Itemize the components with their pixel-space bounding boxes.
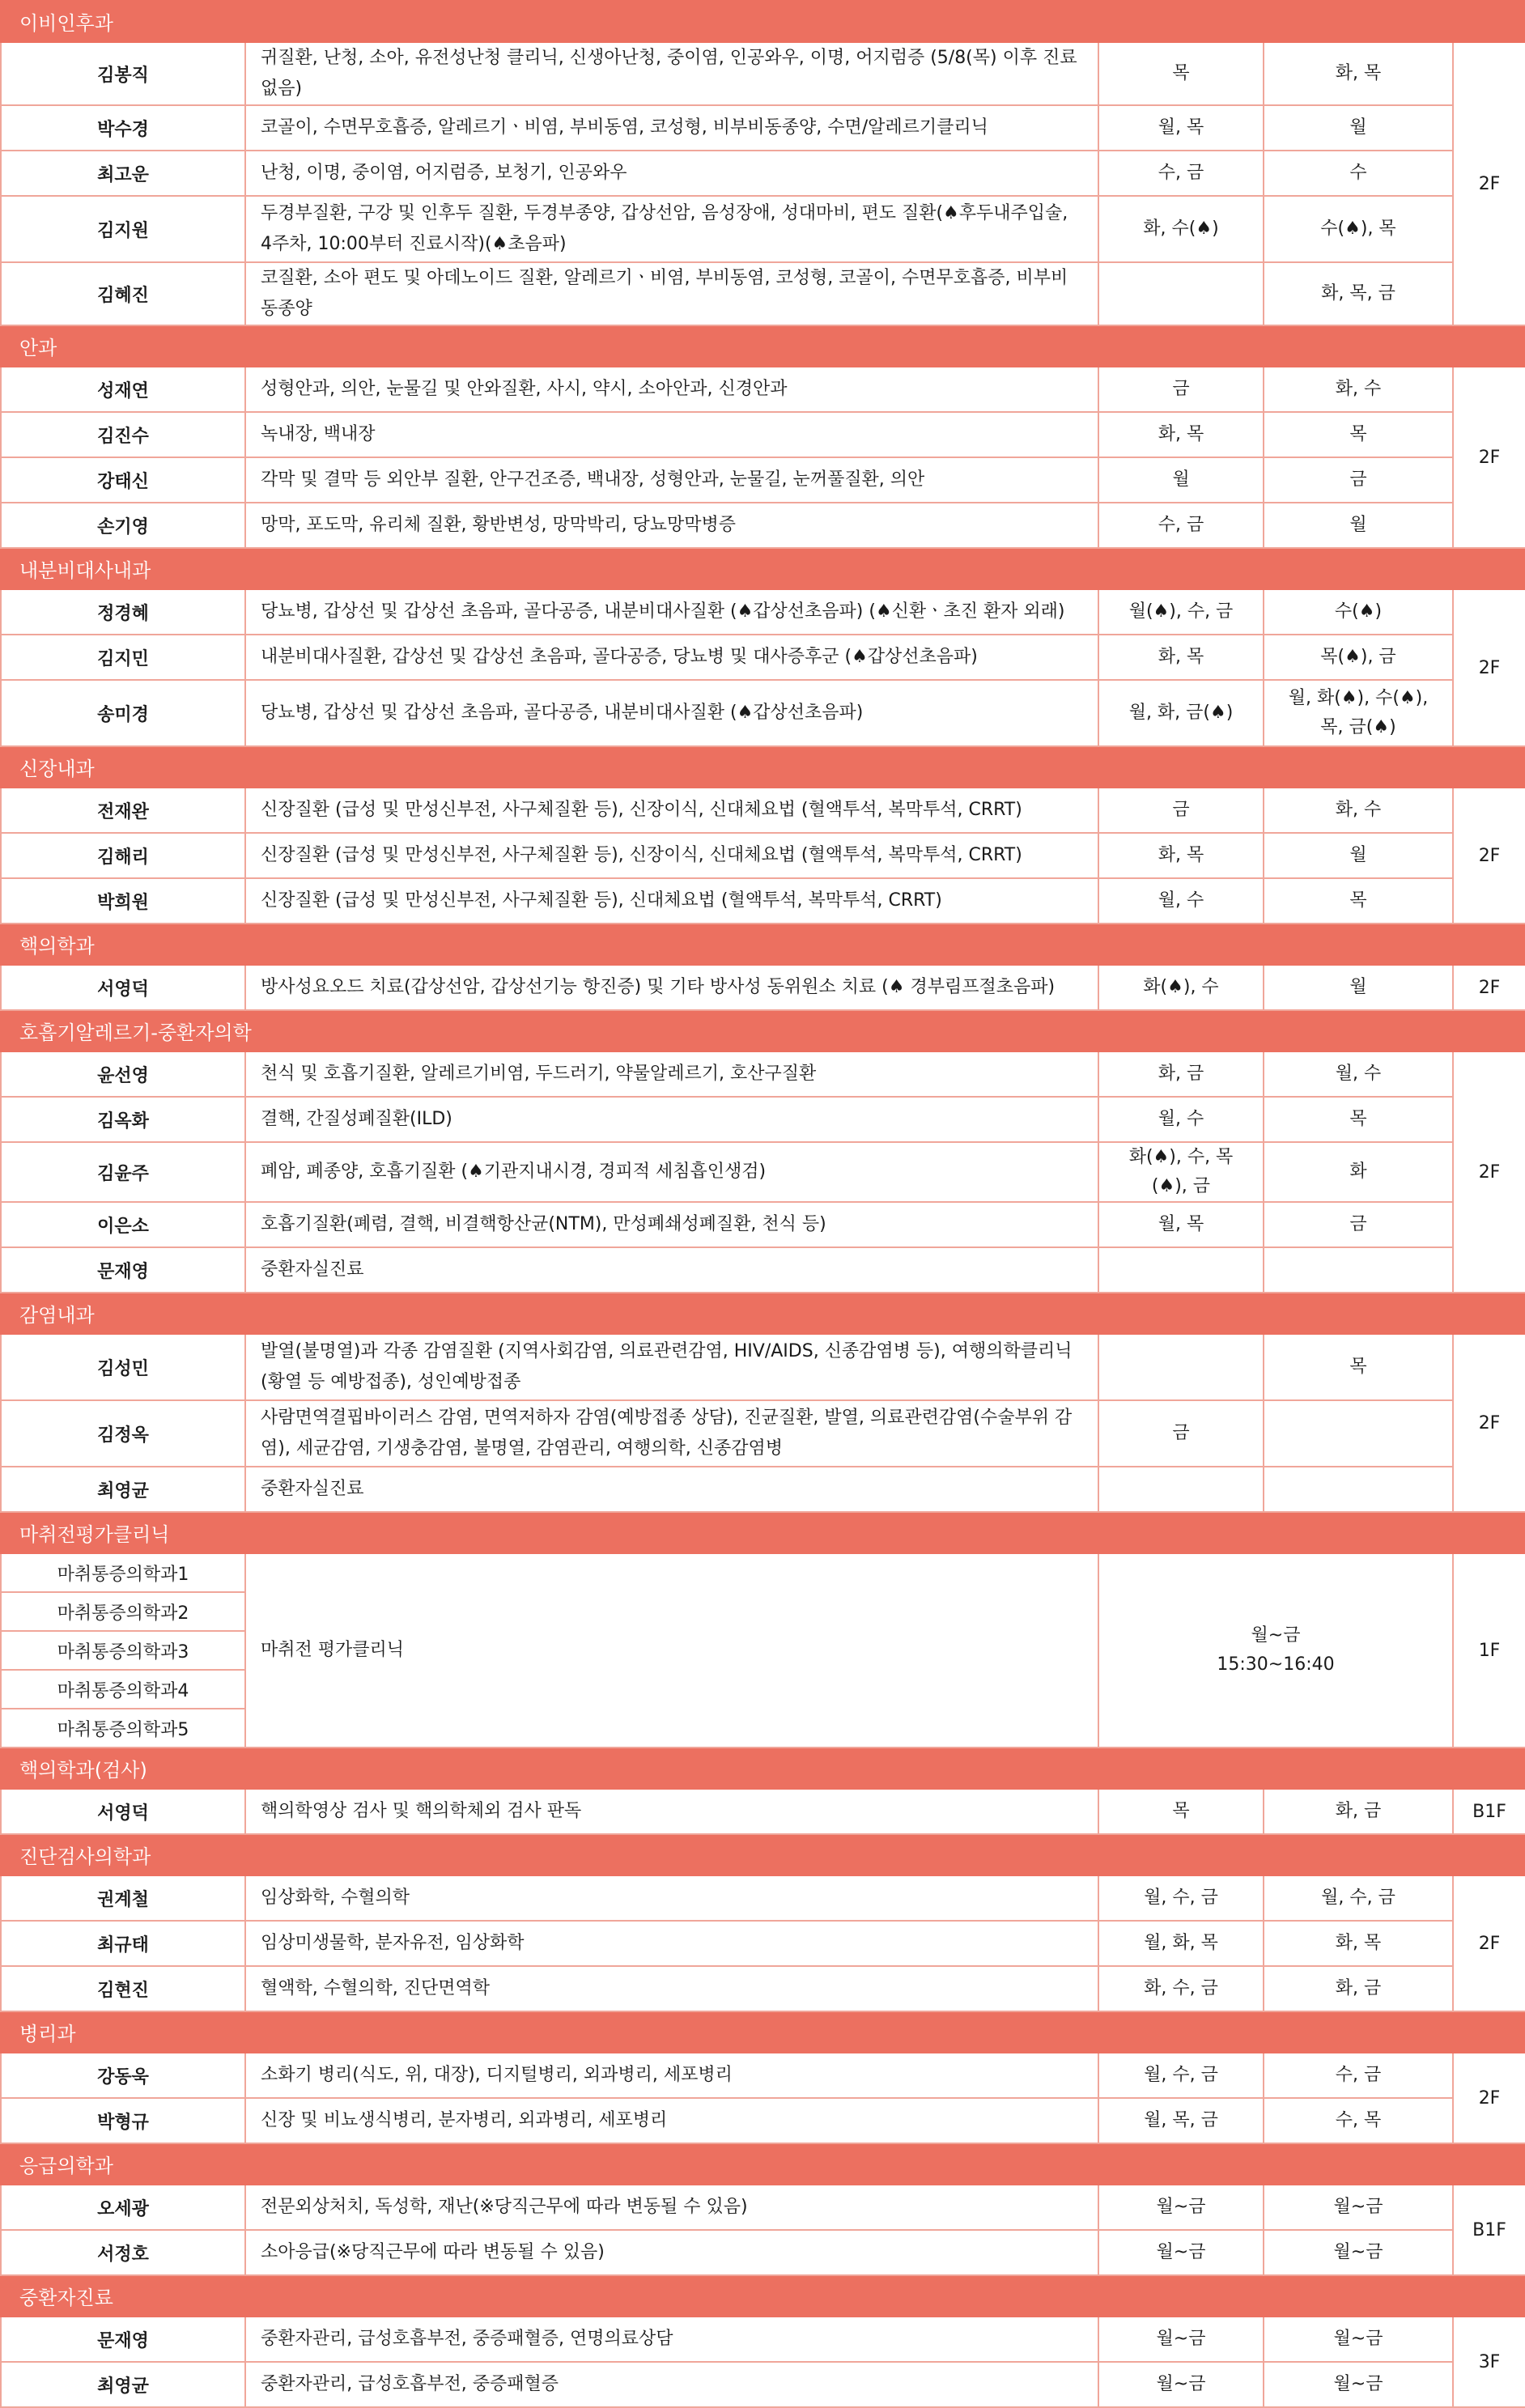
doctor-name: 박희원 [1,878,245,924]
specialty-cell: 중환자관리, 급성호흡부전, 중증패혈증, 연명의료상담 [245,2317,1098,2362]
specialty-cell: 중환자실진료 [245,1467,1098,1512]
floor-cell: 2F [1453,1051,1525,1293]
specialty-cell: 신장질환 (급성 및 만성신부전, 사구체질환 등), 신대체요법 (혈액투석, 복막투석, CRRT) [245,878,1098,924]
specialty-cell: 코골이, 수면무호흡증, 알레르기ㆍ비염, 부비동염, 코성형, 비부비동종양, 수면/알레르기클리닉 [245,105,1098,151]
doctor-row [1,1789,1525,1834]
doctor-row [1,367,1525,412]
pm-clinic-days: 월~금 [1264,2362,1453,2407]
doctor-name: 정경혜 [1,589,245,635]
department-title: 내분비대사내과 [1,548,1525,589]
floor-cell: 3F [1453,2317,1525,2407]
doctor-row [1,262,1525,325]
pm-clinic-days: 목(♠), 금 [1264,635,1453,680]
doctor-name: 문재영 [1,1247,245,1293]
pm-clinic-days: 화, 수 [1264,367,1453,412]
am-clinic-days: 월 [1098,457,1264,503]
doctor-name: 문재영 [1,2317,245,2362]
specialty-cell: 당뇨병, 갑상선 및 갑상선 초음파, 골다공증, 내분비대사질환 (♠갑상선초음파) [245,680,1098,746]
staff-name: 마취통증의학과3 [1,1631,245,1670]
pm-clinic-days [1264,1400,1453,1467]
department-header-row [1,924,1525,965]
pm-clinic-days: 수 [1264,151,1453,196]
staff-row [1,1553,1525,1592]
department-title: 중환자진료 [1,2275,1525,2317]
doctor-name: 김옥화 [1,1097,245,1142]
pm-clinic-days: 월, 수 [1264,1051,1453,1097]
pm-clinic-days: 화, 목 [1264,1921,1453,1966]
doctor-row [1,680,1525,746]
department-title: 진단검사의학과 [1,1834,1525,1875]
department-header-row [1,2143,1525,2185]
am-clinic-days: 월, 화, 금(♠) [1098,680,1264,746]
floor-cell: 2F [1453,965,1525,1010]
floor-cell: 2F [1453,1334,1525,1512]
specialty-cell: 소아응급(※당직근무에 따라 변동될 수 있음) [245,2230,1098,2275]
specialty-cell: 신장질환 (급성 및 만성신부전, 사구체질환 등), 신장이식, 신대체요법 (혈액투석, 복막투석, CRRT) [245,788,1098,833]
am-clinic-days: 목 [1098,42,1264,105]
doctor-row [1,105,1525,151]
doctor-row [1,1875,1525,1921]
specialty-cell: 소화기 병리(식도, 위, 대장), 디지털병리, 외과병리, 세포병리 [245,2053,1098,2098]
pm-clinic-days [1264,1467,1453,1512]
doctor-row [1,1921,1525,1966]
department-title: 안과 [1,325,1525,367]
pm-clinic-days: 월 [1264,503,1453,548]
doctor-name: 전재완 [1,788,245,833]
staff-name: 마취통증의학과5 [1,1709,245,1748]
doctor-row [1,1966,1525,2011]
am-clinic-days: 월~금 [1098,2185,1264,2230]
doctor-name: 윤선영 [1,1051,245,1097]
doctor-row [1,151,1525,196]
department-title: 이비인후과 [1,1,1525,42]
specialty-cell: 녹내장, 백내장 [245,412,1098,457]
department-header-row [1,325,1525,367]
specialty-cell: 호흡기질환(폐렴, 결핵, 비결핵항산균(NTM), 만성폐쇄성폐질환, 천식 등) [245,1202,1098,1247]
department-header-row [1,1834,1525,1875]
doctor-name: 이은소 [1,1202,245,1247]
doctor-name: 최영균 [1,1467,245,1512]
am-clinic-days: 월, 수 [1098,1097,1264,1142]
doctor-row [1,1202,1525,1247]
doctor-name: 권계철 [1,1875,245,1921]
doctor-name: 강태신 [1,457,245,503]
doctor-name: 오세광 [1,2185,245,2230]
department-header-row [1,2275,1525,2317]
specialty-cell: 성형안과, 의안, 눈물길 및 안와질환, 사시, 약시, 소아안과, 신경안과 [245,367,1098,412]
clinic-time: 15:30~16:40 [1217,1654,1335,1675]
specialty-cell: 발열(불명열)과 각종 감염질환 (지역사회감염, 의료관련감염, HIV/AIDS, 신종감염병 등), 여행의학클리닉(황열 등 예방접종), 성인예방접종 [245,1334,1098,1400]
doctor-name: 최규태 [1,1921,245,1966]
doctor-name: 박수경 [1,105,245,151]
staff-name: 마취통증의학과4 [1,1670,245,1709]
doctor-row [1,1142,1525,1202]
floor-cell: 2F [1453,367,1525,548]
doctor-row [1,412,1525,457]
specialty-cell: 방사성요오드 치료(갑상선암, 갑상선기능 항진증) 및 기타 방사성 동위원소 치료 (♠ 경부림프절초음파) [245,965,1098,1010]
specialty-cell: 임상미생물학, 분자유전, 임상화학 [245,1921,1098,1966]
specialty-cell: 신장질환 (급성 및 만성신부전, 사구체질환 등), 신장이식, 신대체요법 (혈액투석, 복막투석, CRRT) [245,833,1098,878]
department-header-row [1,746,1525,788]
am-clinic-days: 수, 금 [1098,503,1264,548]
specialty-cell: 핵의학영상 검사 및 핵의학체외 검사 판독 [245,1789,1098,1834]
doctor-name: 김현진 [1,1966,245,2011]
pm-clinic-days: 화 [1264,1142,1453,1202]
schedule-body [1,1,1525,2407]
doctor-row [1,589,1525,635]
am-clinic-days: 월, 목 [1098,1202,1264,1247]
specialty-cell: 혈액학, 수혈의학, 진단면역학 [245,1966,1098,2011]
am-clinic-days: 금 [1098,367,1264,412]
am-clinic-days: 화, 목 [1098,833,1264,878]
am-clinic-days: 화, 수, 금 [1098,1966,1264,2011]
pm-clinic-days: 목 [1264,878,1453,924]
department-header-row [1,2011,1525,2053]
floor-cell: B1F [1453,1789,1525,1834]
pm-clinic-days: 화, 수 [1264,788,1453,833]
specialty-cell: 각막 및 결막 등 외안부 질환, 안구건조증, 백내장, 성형안과, 눈물길, 눈꺼풀질환, 의안 [245,457,1098,503]
department-title: 핵의학과 [1,924,1525,965]
specialty-cell: 전문외상처치, 독성학, 재난(※당직근무에 따라 변동될 수 있음) [245,2185,1098,2230]
pm-clinic-days: 금 [1264,457,1453,503]
pm-clinic-days: 월 [1264,105,1453,151]
floor-cell: 2F [1453,1875,1525,2011]
am-clinic-days: 월(♠), 수, 금 [1098,589,1264,635]
doctor-row [1,1467,1525,1512]
pm-clinic-days: 월~금 [1264,2185,1453,2230]
department-header-row [1,1293,1525,1334]
am-clinic-days: 월~금 [1098,2362,1264,2407]
specialty-cell: 난청, 이명, 중이염, 어지럼증, 보청기, 인공와우 [245,151,1098,196]
pm-clinic-days: 수, 목 [1264,2098,1453,2143]
department-title: 응급의학과 [1,2143,1525,2185]
pm-clinic-days: 수, 금 [1264,2053,1453,2098]
specialty-cell: 신장 및 비뇨생식병리, 분자병리, 외과병리, 세포병리 [245,2098,1098,2143]
doctor-row [1,196,1525,262]
department-title: 감염내과 [1,1293,1525,1334]
doctor-row [1,878,1525,924]
specialty-cell: 천식 및 호흡기질환, 알레르기비염, 두드러기, 약물알레르기, 호산구질환 [245,1051,1098,1097]
department-title: 신장내과 [1,746,1525,788]
am-clinic-days [1098,1467,1264,1512]
doctor-row [1,2053,1525,2098]
pm-clinic-days: 금 [1264,1202,1453,1247]
pm-clinic-days: 목 [1264,412,1453,457]
pm-clinic-days: 수(♠) [1264,589,1453,635]
doctor-row [1,635,1525,680]
specialty-cell: 망막, 포도막, 유리체 질환, 황반변성, 망막박리, 당뇨망막병증 [245,503,1098,548]
doctor-name: 김진수 [1,412,245,457]
pm-clinic-days [1264,1247,1453,1293]
department-title: 병리과 [1,2011,1525,2053]
doctor-row [1,1097,1525,1142]
doctor-row [1,2362,1525,2407]
doctor-row [1,42,1525,105]
doctor-name: 김지원 [1,196,245,262]
department-title: 핵의학과(검사) [1,1748,1525,1789]
doctor-row [1,1334,1525,1400]
am-clinic-days [1098,1334,1264,1400]
staff-name: 마취통증의학과2 [1,1592,245,1631]
floor-cell: 1F [1453,1553,1525,1748]
specialty-cell: 사람면역결핍바이러스 감염, 면역저하자 감염(예방접종 상담), 진균질환, 발열, 의료관련감염(수술부위 감염), 세균감염, 기생충감염, 불명열, 감염관리, 여행의학, 신종감염병 [245,1400,1098,1467]
department-title: 호흡기알레르기-중환자의학 [1,1010,1525,1051]
doctor-name: 김정옥 [1,1400,245,1467]
doctor-row [1,2185,1525,2230]
am-clinic-days: 월, 목, 금 [1098,2098,1264,2143]
pm-clinic-days: 화, 금 [1264,1966,1453,2011]
pm-clinic-days: 월 [1264,965,1453,1010]
department-header-row [1,1010,1525,1051]
am-clinic-days [1098,1247,1264,1293]
am-clinic-days: 월, 수, 금 [1098,2053,1264,2098]
doctor-row [1,2098,1525,2143]
am-clinic-days: 화, 금 [1098,1051,1264,1097]
am-clinic-days: 월~금 [1098,2317,1264,2362]
specialty-cell: 중환자실진료 [245,1247,1098,1293]
pm-clinic-days: 월, 수, 금 [1264,1875,1453,1921]
doctor-name: 박형규 [1,2098,245,2143]
specialty-cell: 폐암, 폐종양, 호흡기질환 (♠기관지내시경, 경피적 세침흡인생검) [245,1142,1098,1202]
am-clinic-days: 월, 화, 목 [1098,1921,1264,1966]
pm-clinic-days: 화, 목 [1264,42,1453,105]
doctor-name: 최고운 [1,151,245,196]
department-header-row [1,548,1525,589]
am-clinic-days [1098,262,1264,325]
specialty-cell: 임상화학, 수혈의학 [245,1875,1098,1921]
specialty-cell: 내분비대사질환, 갑상선 및 갑상선 초음파, 골다공증, 당뇨병 및 대사증후군 (♠갑상선초음파) [245,635,1098,680]
am-clinic-days: 수, 금 [1098,151,1264,196]
pm-clinic-days: 목 [1264,1097,1453,1142]
doctor-row [1,965,1525,1010]
am-clinic-days: 월, 목 [1098,105,1264,151]
doctor-row [1,2230,1525,2275]
am-clinic-days: 금 [1098,1400,1264,1467]
doctor-row [1,457,1525,503]
floor-cell: 2F [1453,788,1525,924]
department-header-row [1,1,1525,42]
am-clinic-days: 금 [1098,788,1264,833]
floor-cell: 2F [1453,42,1525,325]
am-clinic-days: 월, 수, 금 [1098,1875,1264,1921]
specialty-cell: 두경부질환, 구강 및 인후두 질환, 두경부종양, 갑상선암, 음성장애, 성대마비, 편도 질환(♠후두내주입술, 4주차, 10:00부터 진료시작)(♠초음파) [245,196,1098,262]
pm-clinic-days: 월~금 [1264,2230,1453,2275]
doctor-name: 송미경 [1,680,245,746]
am-clinic-days: 화(♠), 수 [1098,965,1264,1010]
specialty-cell: 당뇨병, 갑상선 및 갑상선 초음파, 골다공증, 내분비대사질환 (♠갑상선초음파) (♠신환ㆍ초진 환자 외래) [245,589,1098,635]
department-title: 마취전평가클리닉 [1,1512,1525,1553]
am-clinic-days: 화, 목 [1098,412,1264,457]
am-clinic-days: 월, 수 [1098,878,1264,924]
department-header-row [1,1748,1525,1789]
doctor-row [1,1247,1525,1293]
pm-clinic-days: 목 [1264,1334,1453,1400]
pm-clinic-days: 수(♠), 목 [1264,196,1453,262]
specialty-cell: 결핵, 간질성폐질환(ILD) [245,1097,1098,1142]
doctor-name: 김지민 [1,635,245,680]
pm-clinic-days: 월~금 [1264,2317,1453,2362]
clinic-days: 월~금 [1251,1625,1301,1646]
pm-clinic-days: 화, 목, 금 [1264,262,1453,325]
pm-clinic-days: 월, 화(♠), 수(♠), 목, 금(♠) [1264,680,1453,746]
am-clinic-days: 화(♠), 수, 목(♠), 금 [1098,1142,1264,1202]
clinic-hours-cell [1098,1553,1453,1748]
doctor-name: 김혜진 [1,262,245,325]
doctor-row [1,1400,1525,1467]
doctor-row [1,503,1525,548]
doctor-row [1,833,1525,878]
specialty-cell: 귀질환, 난청, 소아, 유전성난청 클리닉, 신생아난청, 중이염, 인공와우, 이명, 어지럼증 (5/8(목) 이후 진료 없음) [245,42,1098,105]
doctor-name: 김윤주 [1,1142,245,1202]
floor-cell: 2F [1453,589,1525,746]
specialty-cell: 코질환, 소아 편도 및 아데노이드 질환, 알레르기ㆍ비염, 부비동염, 코성형, 코골이, 수면무호흡증, 비부비동종양 [245,262,1098,325]
doctor-name: 성재연 [1,367,245,412]
am-clinic-days: 화, 수(♠) [1098,196,1264,262]
doctor-name: 최영균 [1,2362,245,2407]
doctor-name: 김봉직 [1,42,245,105]
pm-clinic-days: 월 [1264,833,1453,878]
doctor-name: 김해리 [1,833,245,878]
am-clinic-days: 월~금 [1098,2230,1264,2275]
doctor-name: 강동욱 [1,2053,245,2098]
staff-name: 마취통증의학과1 [1,1553,245,1592]
doctor-name: 서정호 [1,2230,245,2275]
doctor-name: 손기영 [1,503,245,548]
doctor-row [1,788,1525,833]
am-clinic-days: 화, 목 [1098,635,1264,680]
specialty-cell: 중환자관리, 급성호흡부전, 중증패혈증 [245,2362,1098,2407]
doctor-name: 서영덕 [1,1789,245,1834]
doctor-name: 서영덕 [1,965,245,1010]
specialty-cell: 마취전 평가클리닉 [245,1553,1098,1748]
doctor-name: 김성민 [1,1334,245,1400]
am-clinic-days: 목 [1098,1789,1264,1834]
pm-clinic-days: 화, 금 [1264,1789,1453,1834]
floor-cell: B1F [1453,2185,1525,2275]
floor-cell: 2F [1453,2053,1525,2143]
doctor-row [1,1051,1525,1097]
department-header-row [1,1512,1525,1553]
doctor-row [1,2317,1525,2362]
